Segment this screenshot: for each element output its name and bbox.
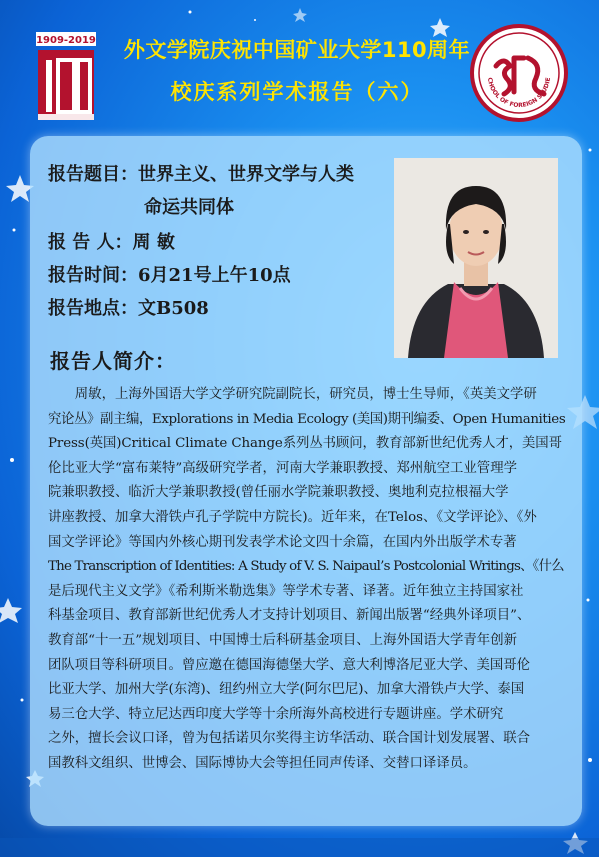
bio-line: 科基金项目、教育部新世纪优秀人才支持计划项目、新闻出版署“经典外译项目”、 — [48, 608, 531, 624]
bio-line: 讲座教授、加拿大滑铁卢孔子学院中方院长)。近年来，在Telos、《文学评论》、《外 — [48, 509, 537, 525]
place-label: 报告地点： — [48, 298, 138, 319]
school-seal-text: CHOOL OF FOREIGN STUDIE — [485, 77, 553, 110]
poster-title-line1: 外文学院庆祝中国矿业大学110周年 — [123, 38, 471, 62]
time-label: 报告时间： — [48, 265, 138, 286]
bio-line: The Transcription of Identities: A Study of V. S. Naipaul’s Postcolonial Writings、《什么 — [48, 559, 564, 575]
bio-title: 报告人简介： — [50, 349, 176, 373]
speaker-label: 报 告 人： — [48, 232, 133, 253]
bio-line: 究论丛》副主编，Explorations in Media Ecology (美国)期刊编委、Open Humanities — [48, 411, 566, 427]
place-value: 文B508 — [138, 298, 209, 319]
topic-line2: 命运共同体 — [144, 197, 234, 218]
time-row — [48, 261, 291, 287]
bio-line: 周敏，上海外国语大学文学研究院副院长，研究员，博士生导师，《英美文学研 — [74, 387, 537, 402]
bio-line: 国教科文组织、世博会、国际博协大会等担任同声传译、交替口译译员。 — [48, 755, 477, 771]
bio-line: 易三仓大学、特立尼达西印度大学等十余所海外高校进行专题讲座。学术研究 — [48, 706, 504, 722]
topic-line1: 世界主义、世界文学与人类 — [138, 164, 354, 185]
time-value: 6月21号上午10点 — [138, 265, 291, 286]
bio-text — [48, 383, 566, 777]
topic-row-2 — [144, 193, 234, 219]
header — [0, 0, 599, 128]
bio-line: Press(英国)Critical Climate Change系列丛书顾问，教育部新世纪优秀人才，美国哥 — [48, 436, 562, 452]
bio-line: 是后现代主义文学》《希利斯米勒选集》等学术专著、译著。近年独立主持国家社 — [48, 583, 524, 599]
bio-line: 院兼职教授、临沂大学兼职教授(曾任丽水学院兼职教授、奥地利克拉根福大学 — [48, 485, 509, 501]
place-row — [48, 294, 209, 320]
speaker-row — [48, 228, 175, 254]
anniversary-logo — [34, 30, 98, 122]
bio-line: 国文学评论》等国内外核心期刊发表学术论文四十余篇，在国内外出版学术专著 — [48, 534, 517, 550]
speaker-photo — [394, 158, 558, 358]
bio-line: 之外，擅长会议口译，曾为包括诺贝尔奖得主访华活动、联合国计划发展署、联合 — [48, 731, 531, 747]
topic-row — [48, 160, 354, 186]
bio-line: 团队项目等科研项目。曾应邀在德国海德堡大学、意大利博洛尼亚大学、美国哥伦 — [48, 657, 531, 673]
topic-label: 报告题目： — [48, 164, 138, 185]
bio-line: 比亚大学、加州大学(东湾)、纽约州立大学(阿尔巴尼)、加拿大滑铁卢大学、泰国 — [48, 682, 525, 698]
bio-line: 教育部“十一五”规划项目、中国博士后科研基金项目、上海外国语大学青年创新 — [48, 632, 517, 648]
poster-title-line2: 校庆系列学术报告（六） — [170, 80, 424, 104]
school-seal-logo — [470, 24, 568, 122]
anniversary-logo-text: 1909-2019 — [36, 35, 96, 46]
bio-line: 伦比亚大学“富布莱特”高级研究学者，河南大学兼职教授、郑州航空工业管理学 — [48, 460, 517, 476]
speaker-name: 周 敏 — [132, 232, 175, 253]
